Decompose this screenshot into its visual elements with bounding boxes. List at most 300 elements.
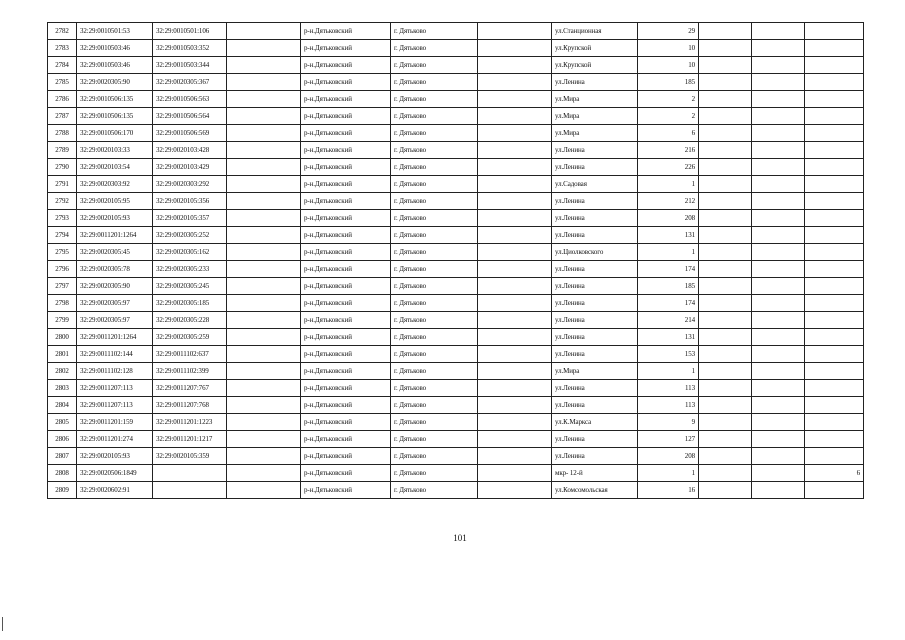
parcel-number-cell: 32:29:0020305:90 [77,278,153,295]
city-cell: г. Дятьково [391,74,478,91]
row-number-cell: 2784 [48,57,77,74]
extra-cell [227,40,301,57]
settlement-cell [478,465,552,482]
table-row [48,176,864,193]
house-cell: 131 [638,329,699,346]
settlement-cell [478,193,552,210]
settlement-cell [478,295,552,312]
row-number-cell: 2792 [48,193,77,210]
settlement-cell [478,414,552,431]
last-cell [805,74,864,91]
extra-cell [227,227,301,244]
extra-cell [227,57,301,74]
apartment-cell [752,91,805,108]
house-cell: 208 [638,448,699,465]
house-cell: 174 [638,295,699,312]
parcel-number-cell: 32:29:0011102:128 [77,363,153,380]
district-cell: р-н.Дятьковский [301,210,391,227]
parcel-number-cell: 32:29:0020305:97 [77,295,153,312]
city-cell: г. Дятьково [391,244,478,261]
parcel-number-cell: 32:29:0011201:274 [77,431,153,448]
street-cell: ул.Ленина [552,380,638,397]
apartment-cell [752,108,805,125]
parcel-number-cell: 32:29:0010501:53 [77,23,153,40]
settlement-cell [478,397,552,414]
row-number-cell: 2787 [48,108,77,125]
settlement-cell [478,278,552,295]
house-cell: 185 [638,278,699,295]
object-number-cell: 32:29:0020305:367 [153,74,227,91]
district-cell: р-н.Дятьковский [301,23,391,40]
city-cell: г. Дятьково [391,210,478,227]
last-cell [805,125,864,142]
district-cell: р-н.Дятьковский [301,397,391,414]
apartment-cell [752,261,805,278]
settlement-cell [478,74,552,91]
city-cell: г. Дятьково [391,193,478,210]
house-cell: 113 [638,380,699,397]
scan-edge-mark [2,617,3,631]
row-number-cell: 2799 [48,312,77,329]
building-cell [699,125,752,142]
house-cell: 1 [638,363,699,380]
row-number-cell: 2795 [48,244,77,261]
building-cell [699,23,752,40]
district-cell: р-н.Дятьковский [301,244,391,261]
extra-cell [227,244,301,261]
street-cell: ул.Ленина [552,159,638,176]
object-number-cell: 32:29:0010501:106 [153,23,227,40]
object-number-cell: 32:29:0010506:564 [153,108,227,125]
city-cell: г. Дятьково [391,448,478,465]
apartment-cell [752,380,805,397]
last-cell [805,244,864,261]
street-cell: ул.Ленина [552,261,638,278]
settlement-cell [478,176,552,193]
building-cell [699,312,752,329]
last-cell [805,142,864,159]
city-cell: г. Дятьково [391,397,478,414]
city-cell: г. Дятьково [391,142,478,159]
district-cell: р-н.Дятьковский [301,57,391,74]
city-cell: г. Дятьково [391,414,478,431]
district-cell: р-н.Дятьковский [301,329,391,346]
object-number-cell: 32:29:0020105:359 [153,448,227,465]
object-number-cell: 32:29:0020305:162 [153,244,227,261]
row-number-cell: 2809 [48,482,77,499]
object-number-cell: 32:29:0020303:292 [153,176,227,193]
district-cell: р-н.Дятьковский [301,40,391,57]
object-number-cell: 32:29:0020305:233 [153,261,227,278]
district-cell: р-н.Дятьковский [301,295,391,312]
parcel-number-cell: 32:29:0020305:97 [77,312,153,329]
apartment-cell [752,278,805,295]
parcel-number-cell: 32:29:0011201:1264 [77,329,153,346]
extra-cell [227,346,301,363]
apartment-cell [752,295,805,312]
table-row [48,363,864,380]
settlement-cell [478,363,552,380]
extra-cell [227,159,301,176]
street-cell: ул.Станционная [552,23,638,40]
row-number-cell: 2804 [48,397,77,414]
city-cell: г. Дятьково [391,465,478,482]
object-number-cell: 32:29:0011207:767 [153,380,227,397]
building-cell [699,142,752,159]
apartment-cell [752,329,805,346]
last-cell [805,295,864,312]
row-number-cell: 2783 [48,40,77,57]
last-cell [805,414,864,431]
street-cell: ул.Мира [552,108,638,125]
parcel-number-cell: 32:29:0020103:54 [77,159,153,176]
last-cell [805,227,864,244]
extra-cell [227,295,301,312]
settlement-cell [478,261,552,278]
row-number-cell: 2788 [48,125,77,142]
extra-cell [227,397,301,414]
house-cell: 2 [638,91,699,108]
settlement-cell [478,431,552,448]
row-number-cell: 2806 [48,431,77,448]
apartment-cell [752,448,805,465]
last-cell [805,346,864,363]
table-row [48,91,864,108]
district-cell: р-н.Дятьковский [301,193,391,210]
district-cell: р-н.Дятьковский [301,465,391,482]
district-cell: р-н.Дятьковский [301,108,391,125]
house-cell: 212 [638,193,699,210]
building-cell [699,74,752,91]
object-number-cell: 32:29:0011201:1223 [153,414,227,431]
object-number-cell: 32:29:0020305:252 [153,227,227,244]
apartment-cell [752,23,805,40]
extra-cell [227,142,301,159]
street-cell: ул.Ленина [552,278,638,295]
row-number-cell: 2803 [48,380,77,397]
object-number-cell: 32:29:0011102:399 [153,363,227,380]
street-cell: ул.Циолковского [552,244,638,261]
settlement-cell [478,23,552,40]
street-cell: мкр- 12-й [552,465,638,482]
extra-cell [227,329,301,346]
object-number-cell: 32:29:0020105:357 [153,210,227,227]
building-cell [699,397,752,414]
building-cell [699,329,752,346]
last-cell [805,40,864,57]
street-cell: ул.Ленина [552,210,638,227]
house-cell: 6 [638,125,699,142]
last-cell [805,397,864,414]
table-row [48,261,864,278]
table-row [48,23,864,40]
table-row [48,329,864,346]
table-row [48,159,864,176]
parcel-number-cell: 32:29:0020305:90 [77,74,153,91]
parcel-number-cell: 32:29:0020305:45 [77,244,153,261]
object-number-cell: 32:29:0020103:429 [153,159,227,176]
extra-cell [227,176,301,193]
row-number-cell: 2791 [48,176,77,193]
parcel-number-cell: 32:29:0020303:92 [77,176,153,193]
parcel-number-cell: 32:29:0011207:113 [77,397,153,414]
parcel-number-cell: 32:29:0010503:46 [77,40,153,57]
settlement-cell [478,142,552,159]
table-row [48,57,864,74]
apartment-cell [752,465,805,482]
city-cell: г. Дятьково [391,482,478,499]
district-cell: р-н.Дятьковский [301,176,391,193]
table-row [48,108,864,125]
district-cell: р-н.Дятьковский [301,142,391,159]
parcel-number-cell: 32:29:0011102:144 [77,346,153,363]
table-row [48,414,864,431]
city-cell: г. Дятьково [391,261,478,278]
house-cell: 216 [638,142,699,159]
district-cell: р-н.Дятьковский [301,448,391,465]
registry-table-body [48,23,864,499]
district-cell: р-н.Дятьковский [301,414,391,431]
table-row [48,227,864,244]
building-cell [699,244,752,261]
extra-cell [227,380,301,397]
city-cell: г. Дятьково [391,108,478,125]
street-cell: ул.Мира [552,363,638,380]
street-cell: ул.Ленина [552,431,638,448]
settlement-cell [478,108,552,125]
settlement-cell [478,482,552,499]
district-cell: р-н.Дятьковский [301,380,391,397]
table-row [48,125,864,142]
parcel-number-cell: 32:29:0020305:78 [77,261,153,278]
city-cell: г. Дятьково [391,312,478,329]
city-cell: г. Дятьково [391,91,478,108]
extra-cell [227,312,301,329]
parcel-number-cell: 32:29:0010506:135 [77,91,153,108]
city-cell: г. Дятьково [391,380,478,397]
apartment-cell [752,40,805,57]
extra-cell [227,448,301,465]
apartment-cell [752,363,805,380]
last-cell [805,312,864,329]
settlement-cell [478,380,552,397]
street-cell: ул.Ленина [552,295,638,312]
building-cell [699,448,752,465]
extra-cell [227,414,301,431]
object-number-cell: 32:29:0011201:1217 [153,431,227,448]
district-cell: р-н.Дятьковский [301,227,391,244]
row-number-cell: 2785 [48,74,77,91]
last-cell [805,448,864,465]
house-cell: 131 [638,227,699,244]
street-cell: ул.К.Маркса [552,414,638,431]
city-cell: г. Дятьково [391,346,478,363]
house-cell: 153 [638,346,699,363]
settlement-cell [478,329,552,346]
street-cell: ул.Крупской [552,40,638,57]
district-cell: р-н.Дятьковский [301,482,391,499]
table-row [48,465,864,482]
parcel-number-cell: 32:29:0011201:159 [77,414,153,431]
table-row [48,431,864,448]
object-number-cell: 32:29:0011207:768 [153,397,227,414]
house-cell: 10 [638,57,699,74]
object-number-cell [153,482,227,499]
parcel-number-cell: 32:29:0020105:93 [77,448,153,465]
house-cell: 9 [638,414,699,431]
building-cell [699,108,752,125]
city-cell: г. Дятьково [391,57,478,74]
last-cell [805,210,864,227]
building-cell [699,261,752,278]
district-cell: р-н.Дятьковский [301,312,391,329]
table-row [48,295,864,312]
object-number-cell: 32:29:0011102:637 [153,346,227,363]
building-cell [699,176,752,193]
settlement-cell [478,159,552,176]
apartment-cell [752,74,805,91]
building-cell [699,465,752,482]
district-cell: р-н.Дятьковский [301,278,391,295]
parcel-number-cell: 32:29:0011201:1264 [77,227,153,244]
table-row [48,40,864,57]
extra-cell [227,210,301,227]
object-number-cell: 32:29:0010503:352 [153,40,227,57]
parcel-number-cell: 32:29:0020105:95 [77,193,153,210]
street-cell: ул.Комсомольская [552,482,638,499]
extra-cell [227,91,301,108]
street-cell: ул.Ленина [552,346,638,363]
extra-cell [227,431,301,448]
apartment-cell [752,312,805,329]
last-cell [805,176,864,193]
building-cell [699,380,752,397]
house-cell: 185 [638,74,699,91]
building-cell [699,278,752,295]
table-row [48,397,864,414]
apartment-cell [752,431,805,448]
table-row [48,482,864,499]
city-cell: г. Дятьково [391,40,478,57]
row-number-cell: 2798 [48,295,77,312]
street-cell: ул.Мира [552,125,638,142]
apartment-cell [752,125,805,142]
building-cell [699,414,752,431]
apartment-cell [752,397,805,414]
street-cell: ул.Ленина [552,74,638,91]
last-cell [805,108,864,125]
extra-cell [227,74,301,91]
row-number-cell: 2808 [48,465,77,482]
apartment-cell [752,57,805,74]
table-row [48,210,864,227]
house-cell: 10 [638,40,699,57]
house-cell: 1 [638,465,699,482]
row-number-cell: 2802 [48,363,77,380]
settlement-cell [478,91,552,108]
building-cell [699,363,752,380]
row-number-cell: 2801 [48,346,77,363]
building-cell [699,193,752,210]
last-cell [805,363,864,380]
city-cell: г. Дятьково [391,295,478,312]
table-row [48,312,864,329]
house-cell: 127 [638,431,699,448]
last-cell [805,278,864,295]
row-number-cell: 2807 [48,448,77,465]
object-number-cell: 32:29:0020103:428 [153,142,227,159]
district-cell: р-н.Дятьковский [301,125,391,142]
apartment-cell [752,414,805,431]
last-cell [805,261,864,278]
building-cell [699,431,752,448]
building-cell [699,482,752,499]
settlement-cell [478,448,552,465]
page-number: 101 [453,533,467,543]
last-cell [805,57,864,74]
last-cell [805,159,864,176]
row-number-cell: 2800 [48,329,77,346]
street-cell: ул.Ленина [552,448,638,465]
row-number-cell: 2786 [48,91,77,108]
district-cell: р-н.Дятьковский [301,74,391,91]
parcel-number-cell: 32:29:0010503:46 [77,57,153,74]
object-number-cell: 32:29:0020305:185 [153,295,227,312]
row-number-cell: 2797 [48,278,77,295]
house-cell: 113 [638,397,699,414]
extra-cell [227,261,301,278]
object-number-cell: 32:29:0010506:563 [153,91,227,108]
settlement-cell [478,210,552,227]
last-cell [805,91,864,108]
parcel-number-cell: 32:29:0020602:91 [77,482,153,499]
street-cell: ул.Ленина [552,142,638,159]
house-cell: 214 [638,312,699,329]
last-cell [805,23,864,40]
house-cell: 1 [638,244,699,261]
table-row [48,74,864,91]
settlement-cell [478,312,552,329]
table-row [48,380,864,397]
object-number-cell: 32:29:0020305:245 [153,278,227,295]
row-number-cell: 2794 [48,227,77,244]
apartment-cell [752,159,805,176]
district-cell: р-н.Дятьковский [301,261,391,278]
table-row [48,193,864,210]
object-number-cell: 32:29:0010503:344 [153,57,227,74]
apartment-cell [752,210,805,227]
apartment-cell [752,227,805,244]
settlement-cell [478,346,552,363]
last-cell [805,482,864,499]
settlement-cell [478,125,552,142]
city-cell: г. Дятьково [391,227,478,244]
house-cell: 208 [638,210,699,227]
last-cell [805,380,864,397]
table-row [48,142,864,159]
parcel-number-cell: 32:29:0020506:1849 [77,465,153,482]
parcel-number-cell: 32:29:0020105:93 [77,210,153,227]
last-cell [805,193,864,210]
building-cell [699,40,752,57]
parcel-number-cell: 32:29:0010506:170 [77,125,153,142]
district-cell: р-н.Дятьковский [301,363,391,380]
last-cell: 6 [805,465,864,482]
row-number-cell: 2793 [48,210,77,227]
building-cell [699,346,752,363]
extra-cell [227,278,301,295]
settlement-cell [478,244,552,261]
